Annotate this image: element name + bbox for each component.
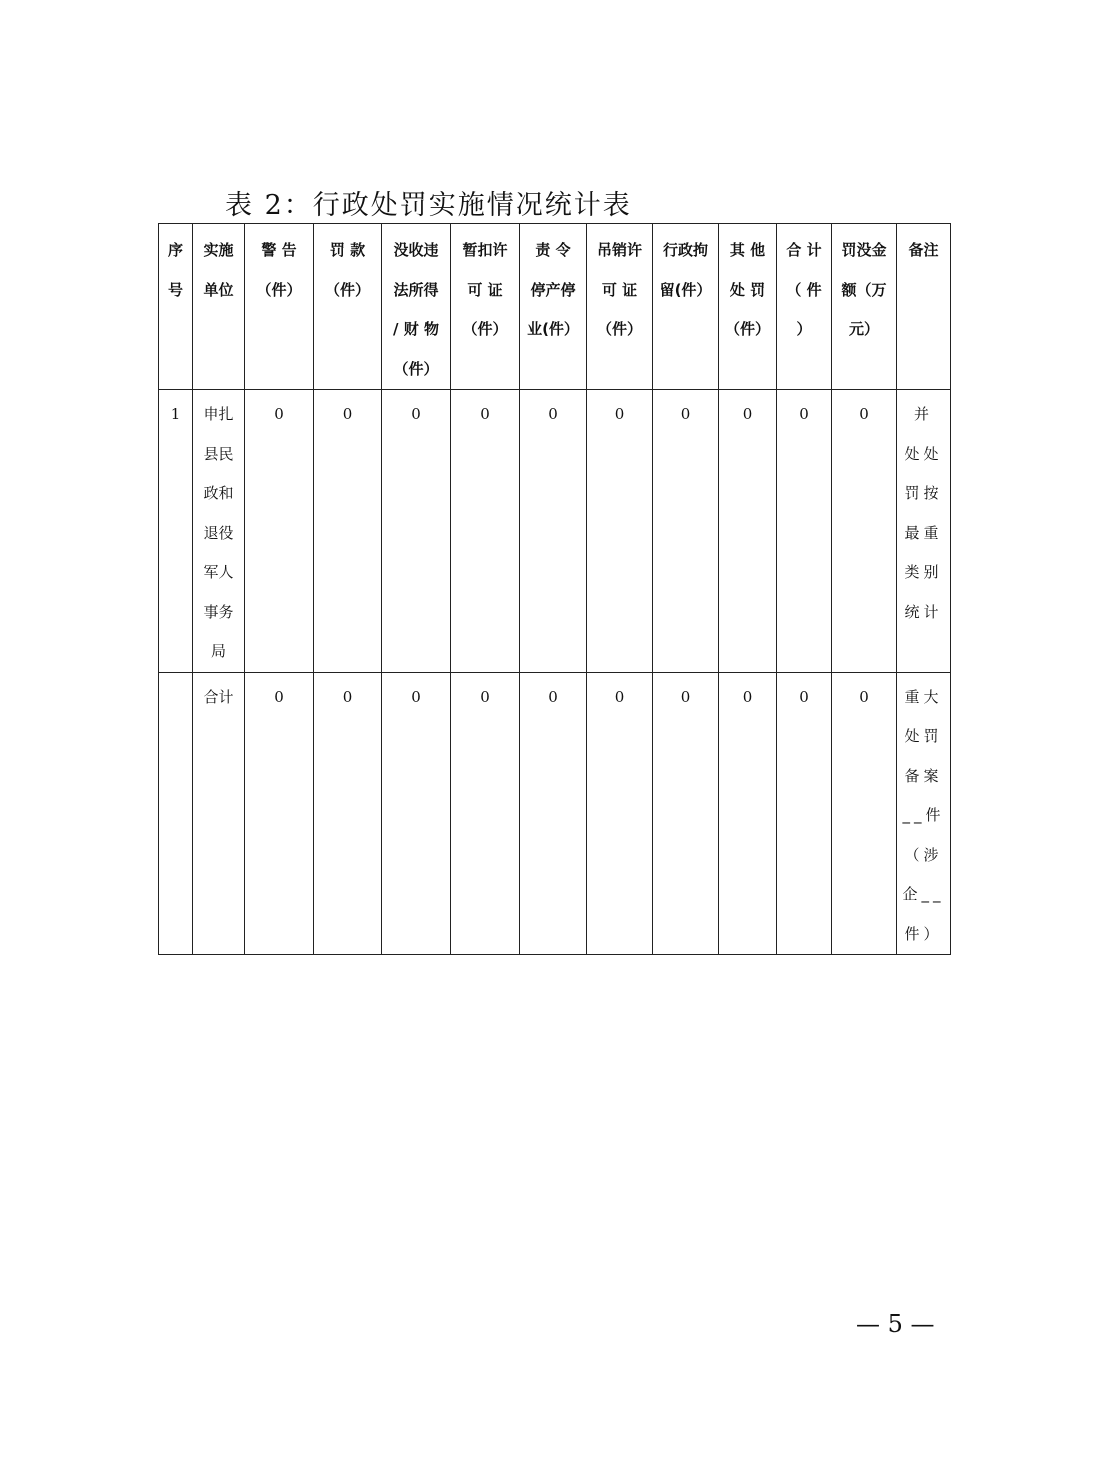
header-cell-index: 序 号 (159, 224, 193, 390)
cell-value: 0 (245, 672, 314, 955)
header-cell-license-revocation: 吊销许 可 证 （件） (587, 224, 653, 390)
page-number: — 5 — (856, 1310, 935, 1338)
table-row (159, 390, 951, 673)
penalty-statistics-table (158, 223, 951, 955)
header-cell-fine: 罚 款 （件） (314, 224, 382, 390)
header-row (159, 224, 951, 390)
header-cell-production-suspension: 责 令 停产停 业(件） (520, 224, 587, 390)
table-row-total (159, 672, 951, 955)
row-unit: 申扎 县民 政和 退役 军人 事务 局 (193, 390, 245, 673)
cell-value: 0 (520, 672, 587, 955)
cell-value: 0 (314, 390, 382, 673)
cell-value: 0 (587, 672, 653, 955)
cell-value: 0 (653, 672, 719, 955)
row-note: 并 处处 罚按 最重 类别 统计 (897, 390, 951, 673)
cell-value: 0 (719, 672, 777, 955)
cell-value: 0 (587, 390, 653, 673)
cell-value: 0 (832, 390, 897, 673)
cell-value: 0 (719, 390, 777, 673)
header-cell-amount: 罚没金 额（万 元） (832, 224, 897, 390)
cell-value: 0 (382, 672, 451, 955)
cell-value: 0 (451, 672, 520, 955)
row-index: 1 (159, 390, 193, 673)
cell-value: 0 (382, 390, 451, 673)
header-cell-other: 其 他 处 罚 （件） (719, 224, 777, 390)
header-cell-detention: 行政拘 留(件） (653, 224, 719, 390)
cell-value: 0 (451, 390, 520, 673)
cell-value: 0 (653, 390, 719, 673)
header-cell-unit: 实施 单位 (193, 224, 245, 390)
header-cell-warning: 警 告 （件） (245, 224, 314, 390)
cell-value: 0 (832, 672, 897, 955)
header-cell-remarks: 备注 (897, 224, 951, 390)
header-cell-license-suspension: 暂扣许 可 证 （件） (451, 224, 520, 390)
cell-value: 0 (245, 390, 314, 673)
cell-value: 0 (314, 672, 382, 955)
cell-value: 0 (777, 672, 832, 955)
row-index (159, 672, 193, 955)
row-unit: 合计 (193, 672, 245, 955)
header-cell-total: 合 计 （ 件 ） (777, 224, 832, 390)
header-cell-confiscation: 没收违 法所得 / 财 物 （件） (382, 224, 451, 390)
cell-value: 0 (777, 390, 832, 673)
row-note: 重大 处罚 备案 __件 （涉 企__ 件） (897, 672, 951, 955)
cell-value: 0 (520, 390, 587, 673)
table-title: 表 2：行政处罚实施情况统计表 (225, 190, 632, 221)
